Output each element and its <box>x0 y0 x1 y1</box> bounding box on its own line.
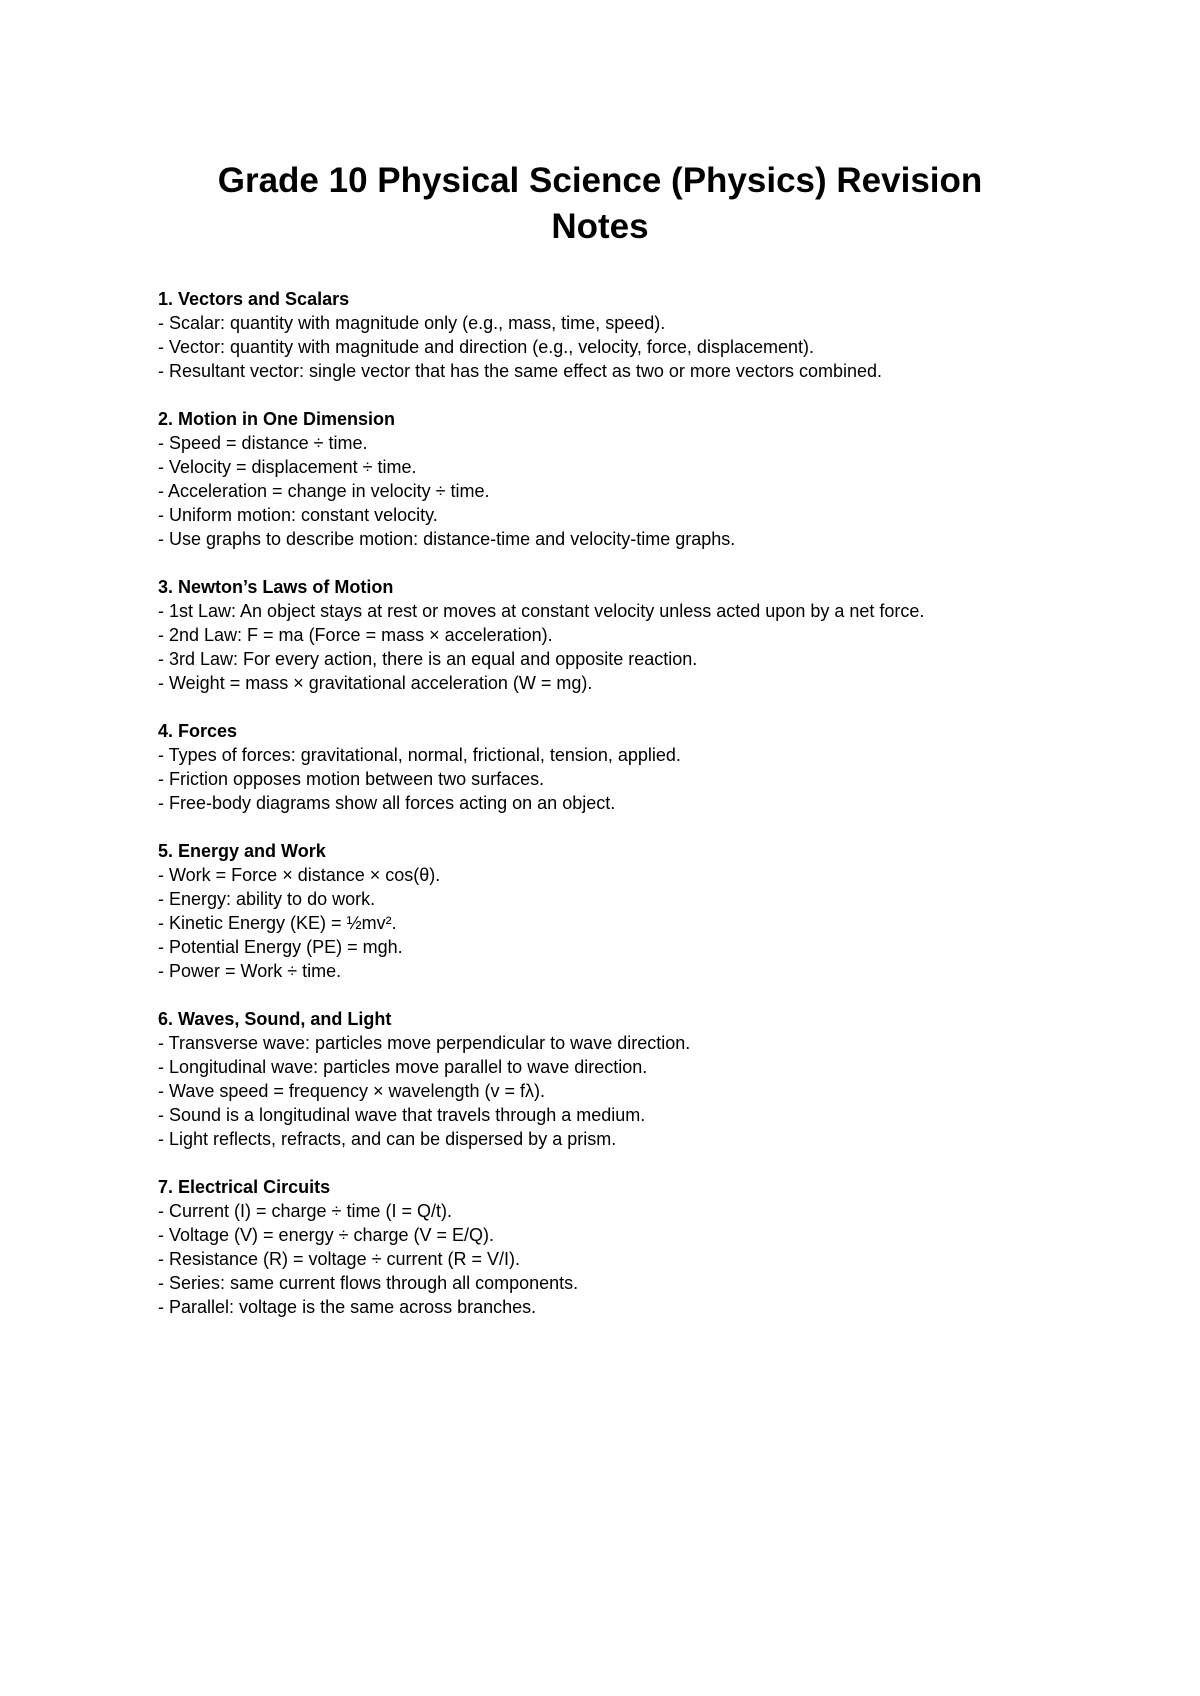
section-motion-one-dimension <box>158 407 1118 551</box>
note-line: - 1st Law: An object stays at rest or moves at constant velocity unless acted upon by a net force. <box>158 601 925 621</box>
section-electrical-circuits <box>158 1175 1118 1319</box>
notes-body <box>158 287 1118 1343</box>
note-line: - Resistance (R) = voltage ÷ current (R = V/I). <box>158 1249 520 1269</box>
note-line: - Longitudinal wave: particles move parallel to wave direction. <box>158 1057 648 1077</box>
note-line: - Voltage (V) = energy ÷ charge (V = E/Q). <box>158 1225 495 1245</box>
section-heading: 6. Waves, Sound, and Light <box>158 1009 392 1029</box>
section-heading: 2. Motion in One Dimension <box>158 409 396 429</box>
page-title <box>150 158 1050 250</box>
note-line: - Light reflects, refracts, and can be dispersed by a prism. <box>158 1129 617 1149</box>
note-line: - Power = Work ÷ time. <box>158 961 342 981</box>
note-line: - Parallel: voltage is the same across branches. <box>158 1297 537 1317</box>
note-line: - Potential Energy (PE) = mgh. <box>158 937 403 957</box>
note-line: - Sound is a longitudinal wave that travels through a medium. <box>158 1105 646 1125</box>
section-waves-sound-light <box>158 1007 1118 1151</box>
note-line: - Wave speed = frequency × wavelength (v = fλ). <box>158 1081 546 1101</box>
note-line: - Kinetic Energy (KE) = ½mv². <box>158 913 397 933</box>
note-line: - 2nd Law: F = ma (Force = mass × acceleration). <box>158 625 553 645</box>
title-line-2: Notes <box>551 207 649 246</box>
note-line: - Use graphs to describe motion: distance-time and velocity-time graphs. <box>158 529 736 549</box>
note-line: - Vector: quantity with magnitude and direction (e.g., velocity, force, displacement). <box>158 337 814 357</box>
section-heading: 1. Vectors and Scalars <box>158 289 350 309</box>
note-line: - 3rd Law: For every action, there is an equal and opposite reaction. <box>158 649 698 669</box>
note-line: - Speed = distance ÷ time. <box>158 433 368 453</box>
section-heading: 3. Newton’s Laws of Motion <box>158 577 394 597</box>
note-line: - Uniform motion: constant velocity. <box>158 505 438 525</box>
note-line: - Free-body diagrams show all forces acting on an object. <box>158 793 616 813</box>
section-heading: 7. Electrical Circuits <box>158 1177 331 1197</box>
note-line: - Work = Force × distance × cos(θ). <box>158 865 441 885</box>
note-line: - Types of forces: gravitational, normal, frictional, tension, applied. <box>158 745 681 765</box>
note-line: - Current (I) = charge ÷ time (I = Q/t). <box>158 1201 452 1221</box>
section-newtons-laws <box>158 575 1118 695</box>
note-line: - Series: same current flows through all components. <box>158 1273 579 1293</box>
note-line: - Weight = mass × gravitational acceleration (W = mg). <box>158 673 593 693</box>
note-line: - Scalar: quantity with magnitude only (e.g., mass, time, speed). <box>158 313 666 333</box>
section-energy-work <box>158 839 1118 983</box>
note-line: - Energy: ability to do work. <box>158 889 376 909</box>
note-line: - Transverse wave: particles move perpendicular to wave direction. <box>158 1033 691 1053</box>
section-heading: 4. Forces <box>158 721 238 741</box>
title-line-1: Grade 10 Physical Science (Physics) Revision <box>217 161 983 200</box>
section-vectors-scalars <box>158 287 1118 383</box>
note-line: - Acceleration = change in velocity ÷ time. <box>158 481 490 501</box>
note-line: - Friction opposes motion between two surfaces. <box>158 769 545 789</box>
note-line: - Resultant vector: single vector that has the same effect as two or more vectors combined. <box>158 361 882 381</box>
section-forces <box>158 719 1118 815</box>
note-line: - Velocity = displacement ÷ time. <box>158 457 417 477</box>
section-heading: 5. Energy and Work <box>158 841 326 861</box>
